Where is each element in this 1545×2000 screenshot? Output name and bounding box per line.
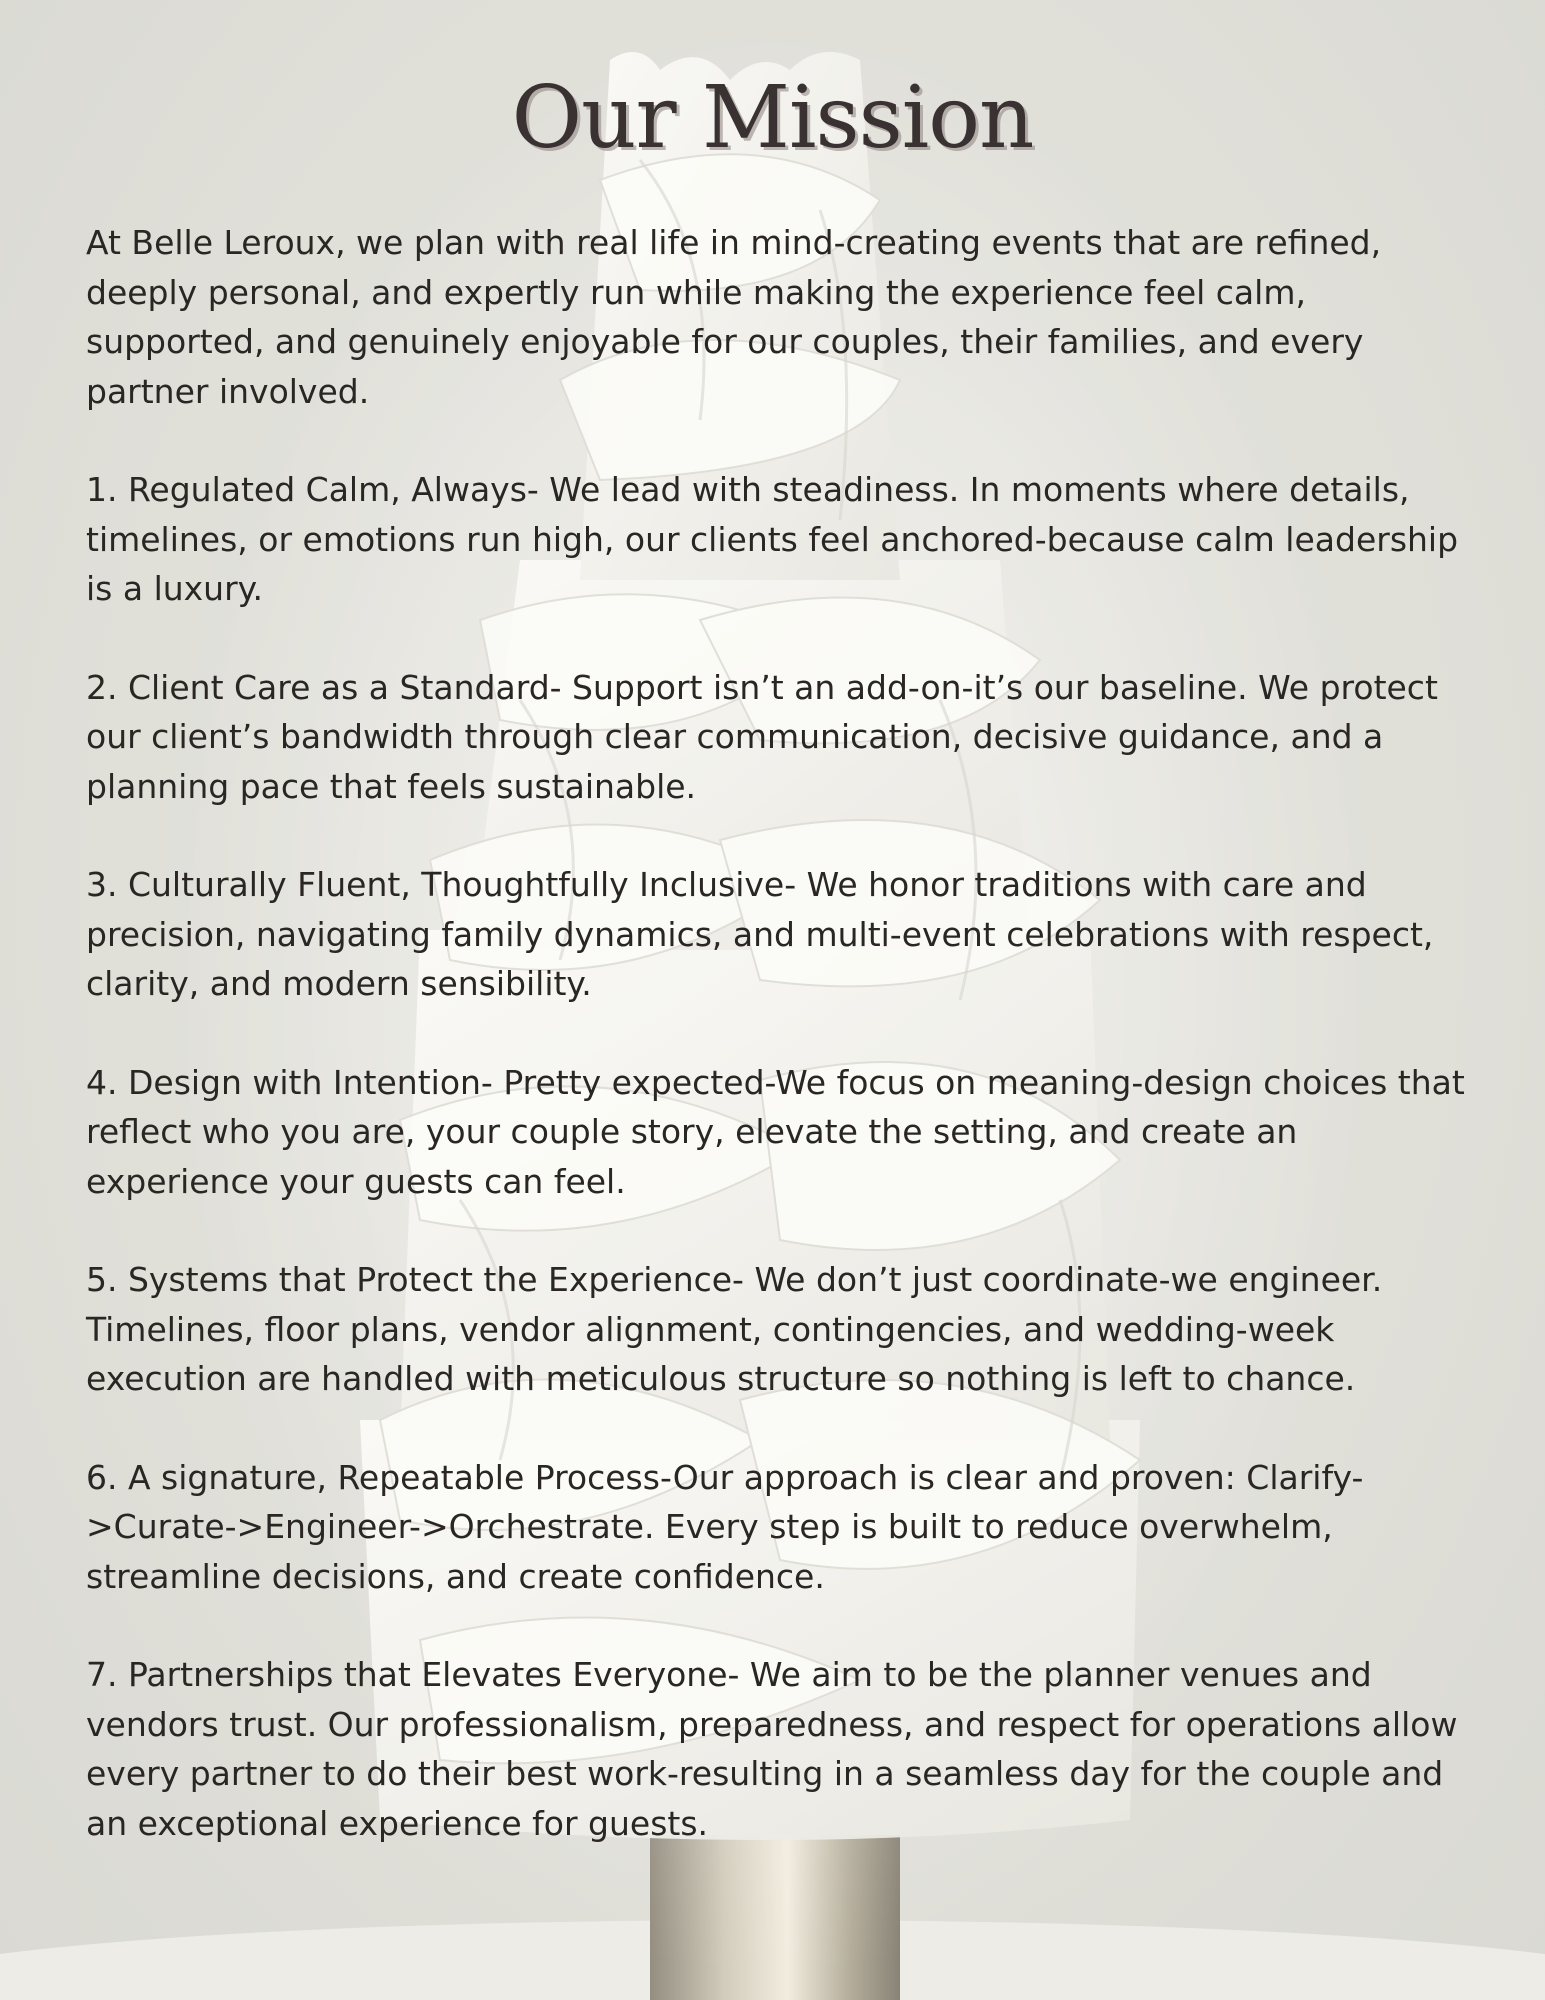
page-title: Our Mission (511, 68, 1034, 168)
mission-point-5: 5. Systems that Protect the Experience- We don’t just coordinate-we engineer. Timelines, floor plans, vendor alignment, contingencies, and wedding-week execution are handled with meticulous structure so nothing is left to chance. (86, 1260, 1383, 1398)
mission-point-7: 7. Partnerships that Elevates Everyone- We aim to be the planner venues and vendors trust. Our professionalism, preparedness, and respect for operations allow every partner to do their best work-resulting in a seamless day for the couple and an exceptional experience for guests. (86, 1655, 1458, 1843)
mission-point-1: 1. Regulated Calm, Always- We lead with steadiness. In moments where details, timelines, or emotions run high, our clients feel anchored-because calm leadership is a luxury. (86, 470, 1459, 608)
mission-point-4: 4. Design with Intention- Pretty expected-We focus on meaning-design choices that reflect who you are, your couple story, elevate the setting, and create an experience your guests can feel. (86, 1062, 1465, 1201)
intro-paragraph: At Belle Leroux, we plan with real life in mind-creating events that are refined, deeply personal, and expertly run while making the experience feel calm, supported, and genuinely enjoyable for our couples, their families, and every partner involved. (86, 223, 1382, 411)
mission-point-2: 2. Client Care as a Standard- Support isn’t an add-on-it’s our baseline. We protect our client’s bandwidth through clear communication, decisive guidance, and a planning pace that feels sustainable. (86, 667, 1438, 806)
mission-content (86, 218, 1466, 1897)
mission-point-6: 6. A signature, Repeatable Process-Our approach is clear and proven: Clarify->Curate->Engineer->Orchestrate. Every step is built to reduce overwhelm, streamline decisions, and create confidence. (86, 1457, 1364, 1596)
mission-point-3: 3. Culturally Fluent, Thoughtfully Inclusive- We honor traditions with care and precision, navigating family dynamics, and multi-event celebrations with respect, clarity, and modern sensibility. (86, 865, 1434, 1003)
